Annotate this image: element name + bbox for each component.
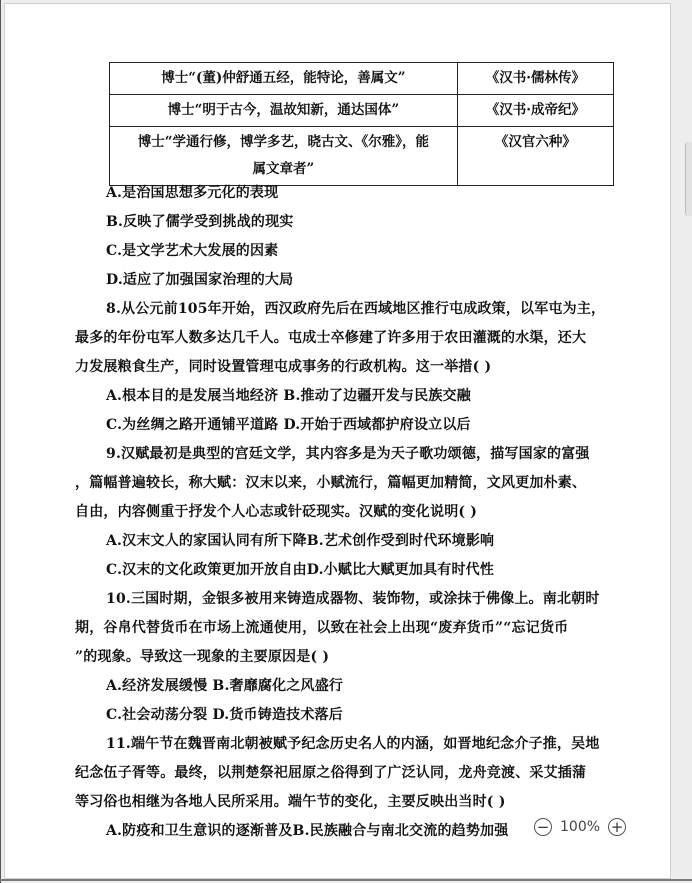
question-line: 纪念伍子胥等。最终，以荆楚祭祀屈原之俗得到了广泛认同，龙舟竞渡、采艾插蒲 — [75, 765, 587, 781]
option-line: A.是治国思想多元化的表现 — [106, 185, 279, 201]
table-cell-desc-line: 属文章者” — [252, 161, 315, 177]
question-line: 8.从公元前105年开始，西汉政府先后在西域地区推行屯成政策，以军屯为主， — [106, 301, 606, 317]
table-cell-desc-line: 博士“学通行修，博学多艺，晓古文、《尔雅》，能 — [137, 134, 429, 150]
zoom-level: 100% — [560, 819, 601, 835]
viewer-left-border — [0, 0, 1, 883]
option-line: C.汉末的文化政策更加开放自由D.小赋比大赋更加具有时代性 — [106, 562, 495, 578]
question-line: 力发展粮食生产，同时设置管理屯成事务的行政机构。这一举措( ) — [75, 359, 492, 375]
question-line: 11.端午节在魏晋南北朝被赋予纪念历史名人的内涵，如晋地纪念介子推，吴地 — [106, 736, 600, 752]
reference-table — [109, 62, 614, 186]
question-line: 等习俗也相继为各地人民所采用。端午节的变化，主要反映出当时( ) — [75, 794, 506, 810]
plus-icon: + — [610, 817, 624, 836]
document-page — [4, 3, 671, 879]
option-line: C.是文学艺术大发展的因素 — [106, 243, 279, 259]
table-row — [110, 95, 614, 127]
table-row — [110, 127, 614, 186]
table-row — [110, 63, 614, 95]
option-line: D.适应了加强国家治理的大局 — [106, 272, 294, 288]
question-line: ，篇幅普遍较长，称大赋：汉末以来，小赋流行，篇幅更加精简，文风更加朴素、 — [75, 475, 587, 491]
option-line: C.为丝绸之路开通铺平道路 D.开始于西域都护府设立以后 — [106, 417, 471, 433]
table-cell-source: 《汉书·成帝纪》 — [457, 95, 613, 127]
option-line: A.汉末文人的家国认同有所下降B.艺术创作受到时代环境影响 — [106, 533, 495, 549]
scrollbar-thumb[interactable] — [685, 142, 692, 216]
question-line: 期，谷帛代替货币在市场上流通使用，以致在社会上出现“废弃货币”“忘记货币 — [75, 620, 569, 636]
question-line: 自由，内容侧重于抒发个人心志或针砭现实。汉赋的变化说明( ) — [75, 504, 478, 520]
zoom-in-button[interactable] — [608, 818, 626, 836]
viewer-bottom-border — [0, 879, 692, 881]
table-cell-source: 《汉书·儒林传》 — [457, 63, 613, 95]
table-cell-desc — [110, 127, 458, 186]
table-cell-desc: 博士“明于古今，温故知新，通达国体” — [110, 95, 458, 127]
question-line: 最多的年份屯军人数多达几千人。屯成士卒修建了许多用于农田灌溉的水渠，还大 — [75, 330, 587, 346]
option-line: A.经济发展缓慢 B.奢靡腐化之风盛行 — [106, 678, 344, 694]
option-line: A.根本目的是发展当地经济 B.推动了边疆开发与民族交融 — [106, 388, 471, 404]
minus-icon: − — [536, 817, 550, 836]
option-line: B.反映了儒学受到挑战的现实 — [106, 214, 294, 230]
option-line: A.防疫和卫生意识的逐渐普及B.民族融合与南北交流的趋势加强 — [106, 823, 509, 839]
question-line: ”的现象。导致这一现象的主要原因是( ) — [75, 649, 330, 665]
question-line: 9.汉赋最初是典型的宫廷文学，其内容多是为天子歌功颂德，描写国家的富强 — [106, 446, 590, 462]
zoom-control — [534, 815, 626, 839]
table-cell-desc: 博士“(董)仲舒通五经，能特论，善属文” — [110, 63, 458, 95]
question-line: 10.三国时期，金银多被用来铸造成器物、装饰物，或涂抹于佛像上。南北朝时 — [106, 591, 600, 607]
option-line: C.社会动荡分裂 D.货币铸造技术落后 — [106, 707, 343, 723]
zoom-out-button[interactable] — [534, 818, 552, 836]
table-cell-source: 《汉官六种》 — [457, 127, 613, 186]
